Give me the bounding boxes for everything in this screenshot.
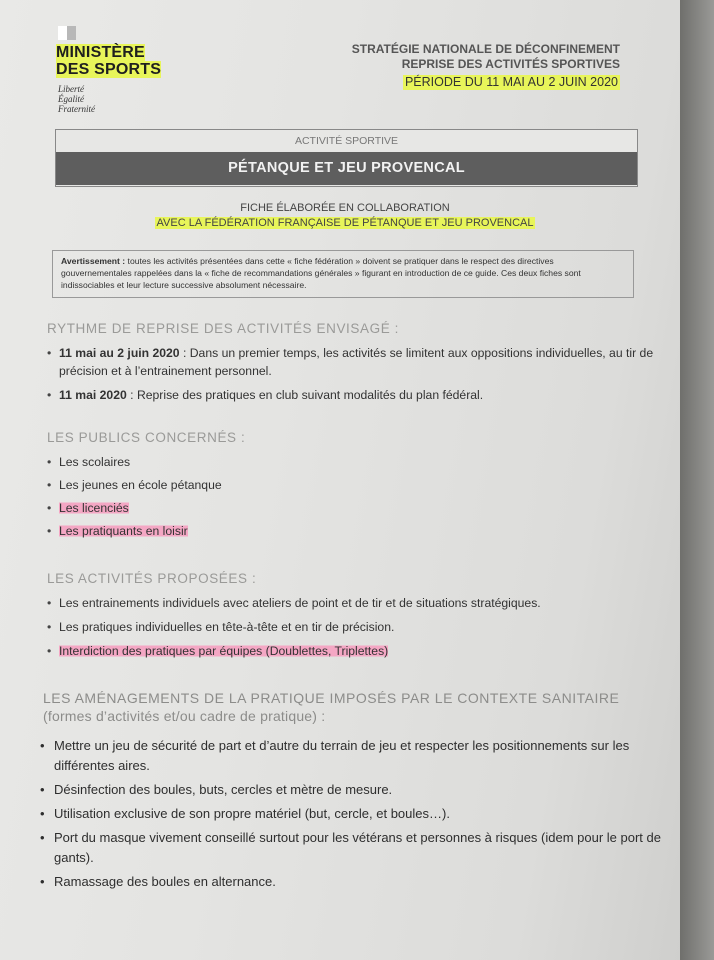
- activites-list: [47, 594, 667, 660]
- fiche-line2: AVEC LA FÉDÉRATION FRANÇAISE DE PÉTANQUE ET JEU PROVENCAL: [156, 217, 534, 229]
- background-surface: [680, 0, 714, 960]
- list-item: • Les jeunes en école pétanque: [47, 476, 447, 494]
- list-item: • Mettre un jeu de sécurité de part et d’autre du terrain de jeu et respecter les positionnements sur les différentes aires.: [40, 736, 670, 776]
- list-item: • Les scolaires: [47, 453, 447, 471]
- section-title-activites: LES ACTIVITÉS PROPOSÉES :: [47, 571, 257, 586]
- section-title-amenagements: [43, 689, 643, 725]
- warning-box: [52, 250, 634, 298]
- list-item: • Les licenciés: [47, 499, 447, 517]
- list-item: • Ramassage des boules en alternance.: [40, 872, 670, 892]
- publics-list: [47, 453, 447, 540]
- list-item: • 11 mai 2020 : Reprise des pratiques en club suivant modalités du plan fédéral.: [47, 386, 667, 404]
- ministry-name: [56, 44, 161, 78]
- fiche-line2-wrapper: [0, 217, 690, 229]
- motto-fraternite: Fraternité: [58, 104, 95, 114]
- republic-motto: [58, 84, 95, 114]
- strategy-subtitle: REPRISE DES ACTIVITÉS SPORTIVES: [401, 57, 620, 71]
- marianne-flag-logo: [58, 26, 76, 40]
- activity-banner: [55, 129, 638, 187]
- motto-egalite: Égalité: [58, 94, 84, 104]
- activity-title: PÉTANQUE ET JEU PROVENCAL: [56, 152, 637, 185]
- period-label: PÉRIODE DU 11 MAI AU 2 JUIN 2020: [404, 75, 618, 89]
- document-heading: [352, 42, 620, 90]
- list-item: • Désinfection des boules, buts, cercles et mètre de mesure.: [40, 780, 670, 800]
- section-title-rythme: RYTHME DE REPRISE DES ACTIVITÉS ENVISAGÉ :: [47, 321, 400, 336]
- strategy-title: STRATÉGIE NATIONALE DE DÉCONFINEMENT: [351, 42, 620, 56]
- ministry-line1: MINISTÈRE: [56, 44, 145, 61]
- list-item: • 11 mai au 2 juin 2020 : Dans un premier temps, les activités se limitent aux oppositions individuelles, au tir de précision et à l’entrainement personnel.: [47, 344, 667, 380]
- list-item: • Les pratiquants en loisir: [47, 522, 447, 540]
- amenagements-title: LES AMÉNAGEMENTS DE LA PRATIQUE IMPOSÉS PAR LE CONTEXTE SANITAIRE: [43, 690, 620, 706]
- warning-text: toutes les activités présentées dans cette « fiche fédération » doivent se pratiquer dans le respect des directives gouvernementales rappelées dans la « fiche de recommandations générales » figurant en introduction de ce guide. Ces deux fiches sont indissociables et leur lecture successive absolument nécessaire.: [61, 256, 581, 290]
- amenagements-subtitle: (formes d’activités et/ou cadre de pratique) :: [43, 708, 326, 724]
- list-item: • Les pratiques individuelles en tête-à-tête et en tir de précision.: [47, 618, 667, 636]
- activity-label: ACTIVITÉ SPORTIVE: [294, 135, 399, 147]
- section-title-publics: LES PUBLICS CONCERNÉS :: [47, 430, 246, 445]
- list-item: • Interdiction des pratiques par équipes (Doublettes, Triplettes): [47, 642, 667, 660]
- list-item: • Les entrainements individuels avec ateliers de point et de tir et de situations stratégiques.: [47, 594, 667, 612]
- list-item: • Utilisation exclusive de son propre matériel (but, cercle, et boules…).: [40, 804, 670, 824]
- motto-liberte: Liberté: [58, 84, 84, 94]
- list-item: • Port du masque vivement conseillé surtout pour les vétérans et personnes à risques (idem pour le port de gants).: [40, 828, 670, 868]
- rythme-list: [47, 344, 667, 404]
- amenagements-list: [40, 736, 670, 896]
- warning-label: Avertissement :: [61, 256, 126, 266]
- ministry-line2: DES SPORTS: [56, 61, 162, 78]
- fiche-line1: FICHE ÉLABORÉE EN COLLABORATION: [240, 202, 450, 214]
